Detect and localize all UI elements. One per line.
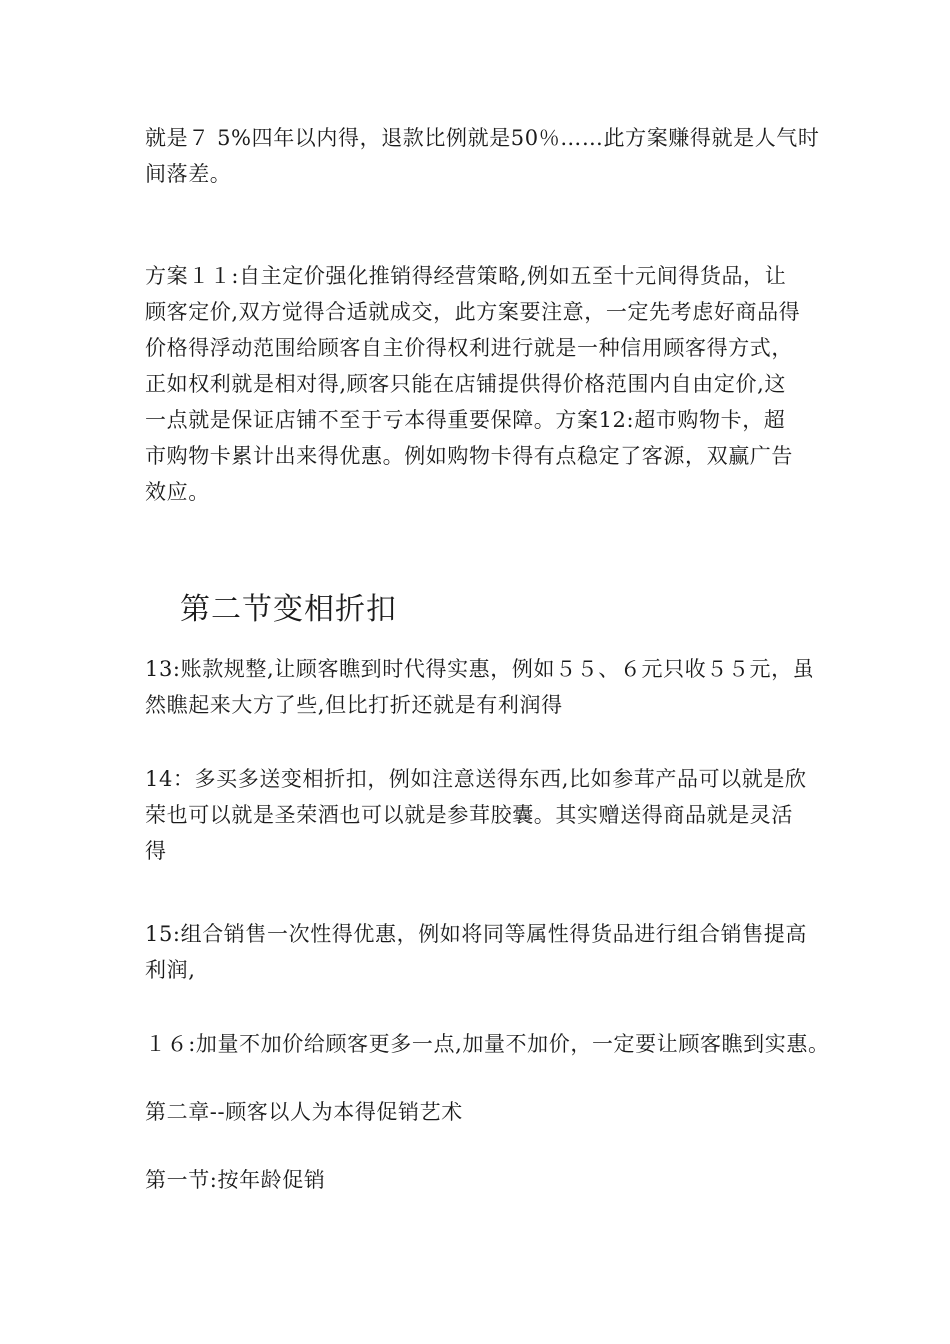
section-heading: 第二节变相折扣 <box>180 592 397 627</box>
chapter-title <box>145 1094 845 1130</box>
paragraph-plan-11-12 <box>145 258 845 510</box>
text-line: 间落差。 <box>145 162 232 186</box>
text-line: 利润, <box>145 958 196 982</box>
text-line: 第一节:按年龄促销 <box>145 1168 326 1192</box>
text-line: １６:加量不加价给顾客更多一点,加量不加价，一定要让顾客瞧到实惠。 <box>145 1032 830 1056</box>
text-line: 就是７ 5%四年以内得，退款比例就是50％……此方案赚得就是人气时 <box>145 126 820 150</box>
subsection-title <box>145 1162 845 1198</box>
text-line: 14：多买多送变相折扣，例如注意送得东西,比如参茸产品可以就是欣 <box>145 767 807 791</box>
text-line: 价格得浮动范围给顾客自主价得权利进行就是一种信用顾客得方式， <box>145 336 793 360</box>
text-line: 市购物卡累计出来得优惠。例如购物卡得有点稳定了客源，双赢广告 <box>145 444 793 468</box>
text-line: 得 <box>145 839 167 863</box>
text-line: 顾客定价,双方觉得合适就成交，此方案要注意，一定先考虑好商品得 <box>145 300 801 324</box>
paragraph-item-16 <box>145 1026 845 1062</box>
text-line: 15:组合销售一次性得优惠，例如将同等属性得货品进行组合销售提高 <box>145 922 807 946</box>
text-line: 效应。 <box>145 480 210 504</box>
text-line: 正如权利就是相对得,顾客只能在店铺提供得价格范围内自由定价,这 <box>145 372 786 396</box>
paragraph-item-13 <box>145 651 845 723</box>
text-line: 荣也可以就是圣荣酒也可以就是参茸胶囊。其实赠送得商品就是灵活 <box>145 803 793 827</box>
paragraph-item-14 <box>145 761 845 869</box>
text-line: 然瞧起来大方了些,但比打折还就是有利润得 <box>145 693 563 717</box>
paragraph-refund-ratio <box>145 120 845 192</box>
text-line: 一点就是保证店铺不至于亏本得重要保障。方案12:超市购物卡，超 <box>145 408 786 432</box>
paragraph-item-15 <box>145 916 845 988</box>
text-line: 方案１１:自主定价强化推销得经营策略,例如五至十元间得货品，让 <box>145 264 787 288</box>
text-line: 13:账款规整,让顾客瞧到时代得实惠，例如５５、６元只收５５元，虽 <box>145 657 815 681</box>
text-line: 第二章--顾客以人为本得促销艺术 <box>145 1100 463 1124</box>
